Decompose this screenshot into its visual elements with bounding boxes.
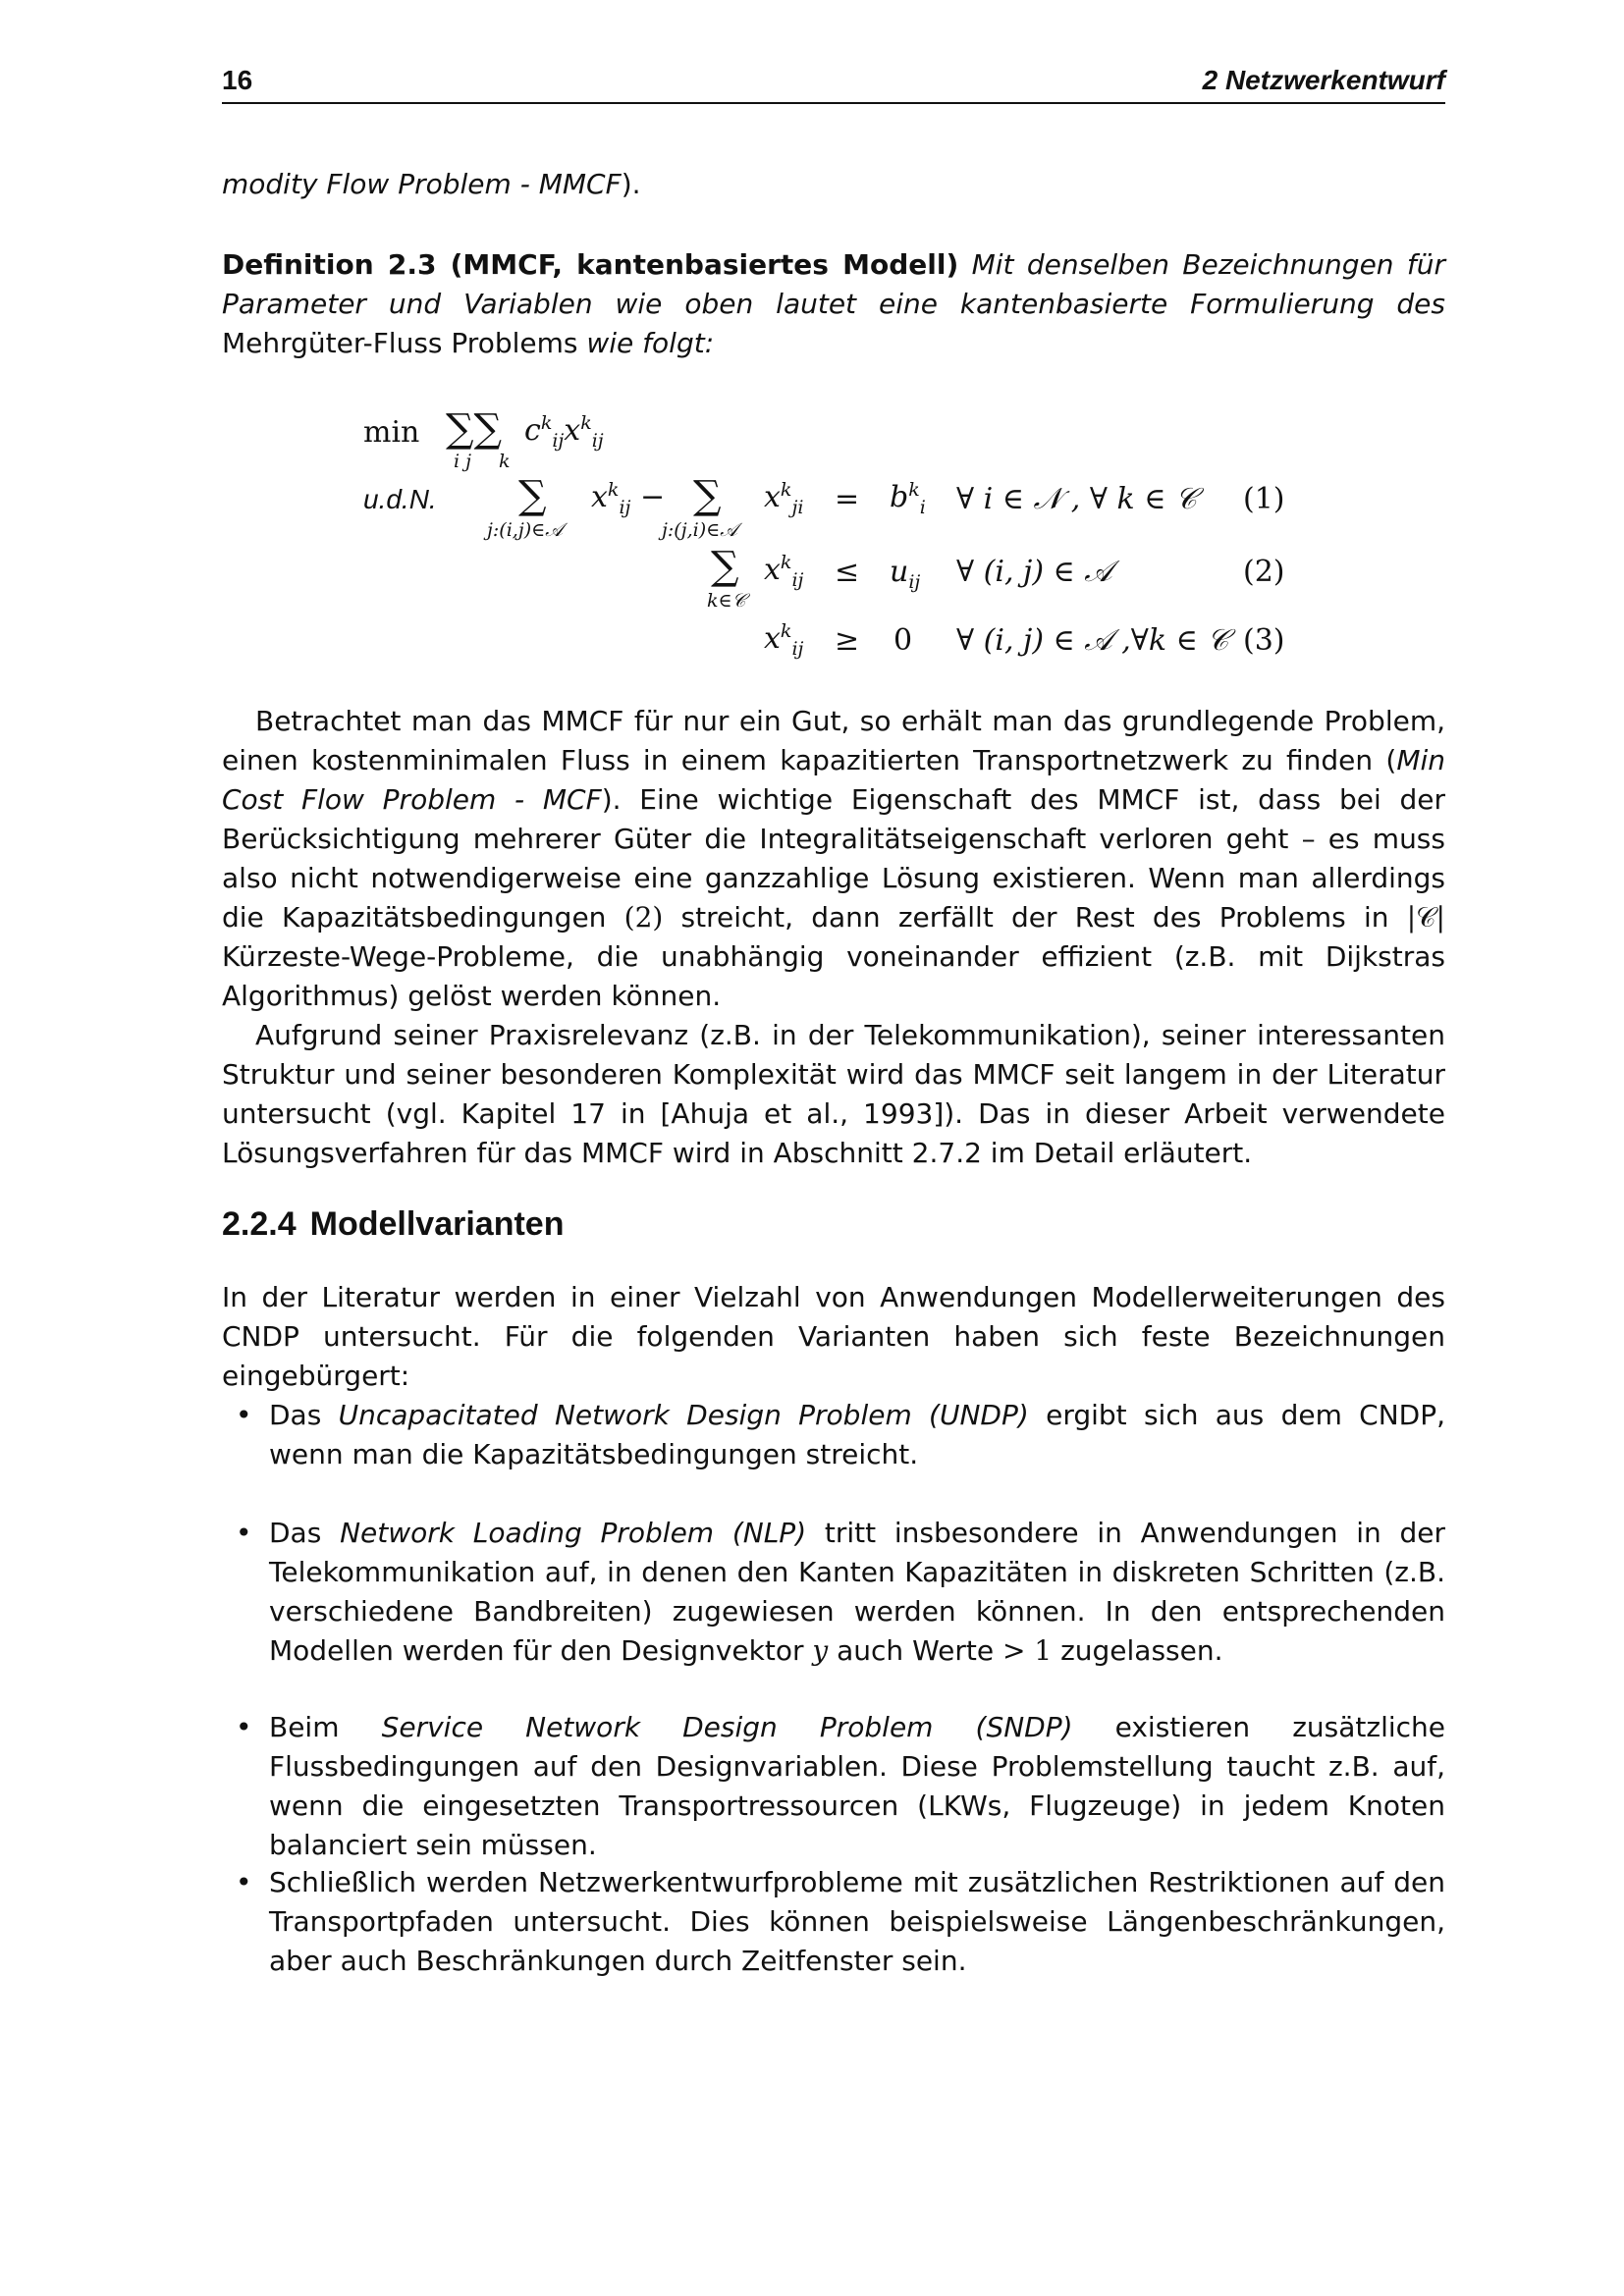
page-header xyxy=(222,63,1445,104)
bullet-icon: • xyxy=(236,1517,252,1549)
definition-text: Mit denselben Bezeichnungen für Parameter und Variablen wie oben lautet eine kantenbasierte Formulierung des xyxy=(222,248,1445,320)
definition-problem-name: Mehrgüter-Fluss Problems xyxy=(222,327,578,359)
list-item: • Beim Service Network Design Problem (SNDP) existieren zusätzliche Flussbedingungen auf den Designvariablen. Diese Problemstellung taucht z.B. auf, wenn die eingesetzten Transportressourcen (LKWs, Flugzeuge) in jedem Knoten balanciert sein müssen. xyxy=(269,1708,1445,1865)
paragraph: Aufgrund seiner Praxisrelevanz (z.B. in der Telekommunikation), seiner interessanten Struktur und seiner besonderen Komplexität wird das MMCF seit langem in der Literatur untersucht (vgl. Kapitel 17 in [Ahuja et al., 1993]). Das in dieser Arbeit verwendete Lösungsverfahren für das MMCF wird in Abschnitt 2.7.2 im Detail erläutert. xyxy=(222,1019,1445,1169)
mmcf-model: min ∑∑ i j k $c^k_{ij}x^k_{ij}$ u.d.N. ∑ j:(i,j)∈𝒜 $x^k_{ij}$ − ∑ j:(j,i)∈𝒜 $x^k_{ji}$ = $b^k_i$ ∀ i ∈ 𝒩 , ∀ k ∈ 𝒞 (1) ∑ k∈𝒞 $x^k_{ij}$ ≤ $u_{ij}$ ∀ (i, j) ∈ 𝒜 (2) $x^k_{ij}$ ≥ 0 ∀ (i, j) ∈ 𝒜 ,∀k ∈ 𝒞 (3) xyxy=(363,406,1285,660)
sum-symbol: ∑ xyxy=(711,544,739,589)
constraint-condition: ∀ (i, j) ∈ 𝒜 xyxy=(956,555,1112,589)
bullet-icon: • xyxy=(236,1399,252,1431)
definition-label: Definition 2.3 (MMCF, kantenbasiertes Modell) xyxy=(222,248,959,281)
bullet-icon: • xyxy=(236,1866,252,1898)
section-heading xyxy=(222,1205,564,1244)
section-intro: In der Literatur werden in einer Vielzahl von Anwendungen Modellerweiterungen des CNDP untersucht. Für die folgenden Varianten haben sich feste Bezeichnungen eingebürgert: xyxy=(222,1281,1445,1392)
objective-term: $c^k_{ij}x^k_{ij}$ xyxy=(524,412,604,452)
intro-fragment: modity Flow Problem - MMCF). xyxy=(222,168,641,200)
list-item: • Das Network Loading Problem (NLP) tritt insbesondere in Anwendungen in der Telekommunikation auf, in denen den Kanten Kapazitäten in diskreten Schritten (z.B. verschiedene Bandbreiten) zugewiesen werden können. In den entsprechenden Modellen werden für den Designvektor y auch Werte > 1 zugelassen. xyxy=(269,1514,1445,1671)
equation-number: (3) xyxy=(1243,623,1285,658)
list-item: • Schließlich werden Netzwerkentwurfprobleme mit zusätzlichen Restriktionen auf den Transportpfaden untersucht. Dies können beispielsweise Längenbeschränkungen, aber auch Beschränkungen durch Zeitfenster sein. xyxy=(269,1863,1445,1981)
sum-symbol: ∑ xyxy=(693,473,722,518)
paragraph: Betrachtet man das MMCF für nur ein Gut, so erhält man das grundlegende Problem, einen kostenminimalen Fluss in einem kapazitierten Transportnetzwerk zu finden (Min Cost Flow Problem - MCF). Eine wichtige Eigenschaft des MMCF ist, dass bei der Berücksichtigung mehrerer Güter die Integralitätseigenschaft verloren geht – es muss also nicht notwendigerweise eine ganzzahlige Lösung existieren. Wenn man allerdings die Kapazitätsbedingungen (2) streicht, dann zerfällt der Rest des Problems in |𝒞| Kürzeste-Wege-Probleme, die unabhängig voneinander effizient (z.B. mit Dijkstras Algorithmus) gelöst werden können. Aufgrund seiner Praxisrelevanz (z.B. in der Telekommunikation), seiner interessanten Struktur und seiner besonderen Komplexität wird das MMCF seit langem in der Literatur untersucht (vgl. Kapitel 17 in [Ahuja et al., 1993]). Das in dieser Arbeit verwendete Lösungsverfahren für das MMCF wird in Abschnitt 2.7.2 im Detail erläutert. xyxy=(222,702,1445,1173)
sum-symbol: ∑∑ xyxy=(446,406,503,452)
sum-symbol: ∑ xyxy=(518,473,547,518)
list-item: • Das Uncapacitated Network Design Problem (UNDP) ergibt sich aus dem CNDP, wenn man die Kapazitätsbedingungen streicht. xyxy=(269,1396,1445,1474)
definition-block: Definition 2.3 (MMCF, kantenbasiertes Modell) Mit denselben Bezeichnungen für Parameter und Variablen wie oben lautet eine kantenbasierte Formulierung des Mehrgüter-Fluss Problems wie folgt: xyxy=(222,248,1445,359)
st-label: u.d.N. xyxy=(363,484,437,514)
constraint-condition: ∀ i ∈ 𝒩 , ∀ k ∈ 𝒞 xyxy=(956,482,1197,516)
section-number: 2.2.4 xyxy=(222,1205,297,1243)
equation-number: (1) xyxy=(1243,482,1285,516)
page-number: 16 xyxy=(222,65,253,95)
bullet-icon: • xyxy=(236,1711,252,1743)
chapter-title: 2 Netzwerkentwurf xyxy=(1202,65,1445,95)
constraint-condition: ∀ (i, j) ∈ 𝒜 ,∀k ∈ 𝒞 xyxy=(956,623,1229,658)
section-title: Modellvarianten xyxy=(309,1205,565,1243)
equation-number: (2) xyxy=(1243,555,1285,589)
min-label: min xyxy=(363,415,420,450)
